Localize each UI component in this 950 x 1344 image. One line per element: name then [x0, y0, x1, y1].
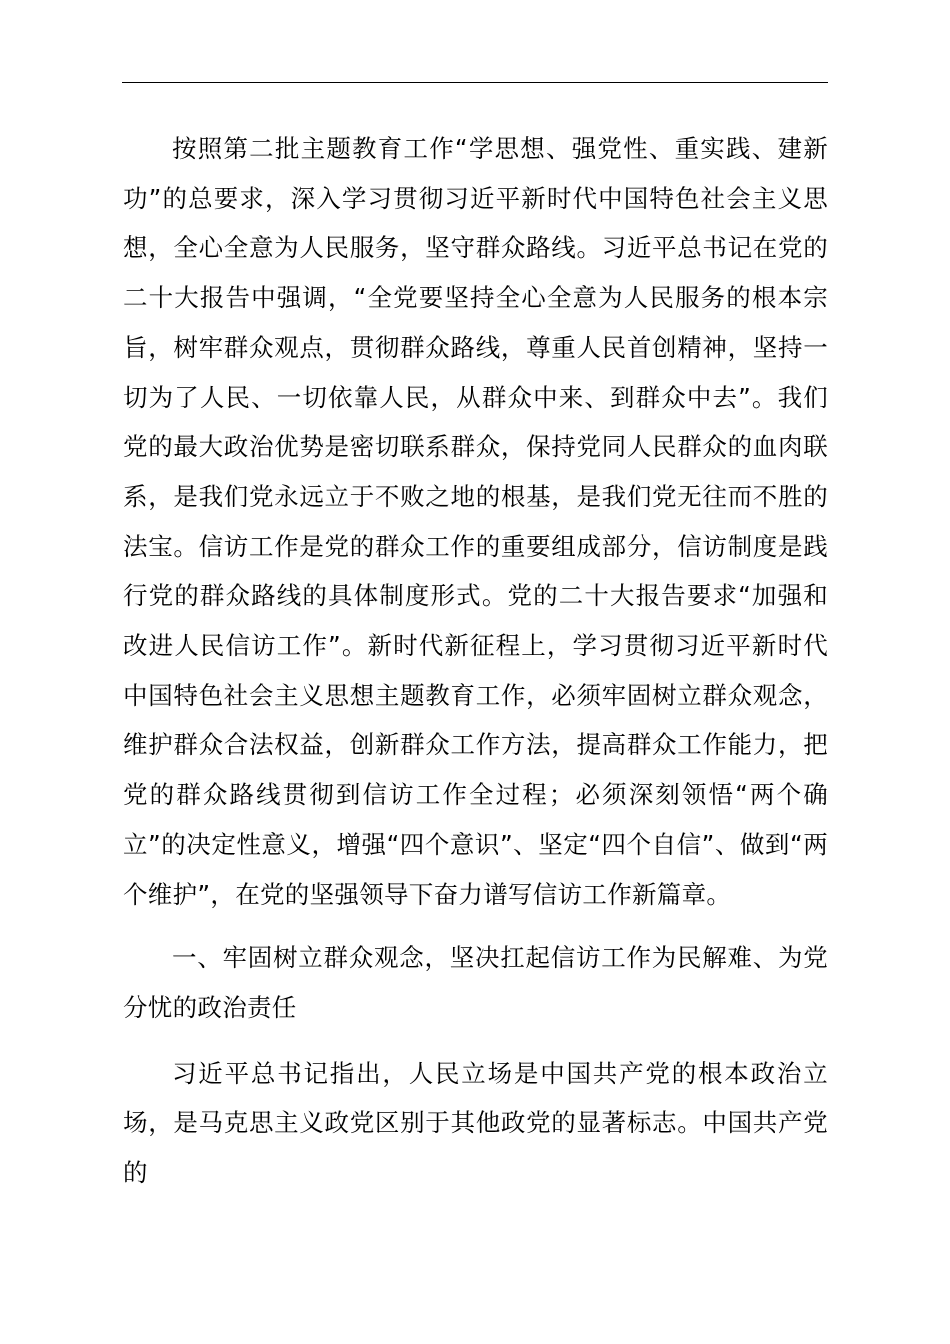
header-rule [122, 82, 828, 83]
section-heading-1: 一、牢固树立群众观念，坚决扛起信访工作为民解难、为党分忧的政治责任 [123, 943, 828, 1022]
document-body [123, 124, 828, 1198]
intro-paragraph: 按照第二批主题教育工作“学思想、强党性、重实践、建新功”的总要求，深入学习贯彻习近平新时代中国特色社会主义思想，全心全意为人民服务，坚守群众路线。习近平总书记在党的二十大报告中强调，“全党要坚持全心全意为人民服务的根本宗旨，树牢群众观点，贯彻群众路线，尊重人民首创精神，坚持一切为了人民、一切依靠人民，从群众中来、到群众中去”。我们党的最大政治优势是密切联系群众，保持党同人民群众的血肉联系，是我们党永远立于不败之地的根基，是我们党无往而不胜的法宝。信访工作是党的群众工作的重要组成部分，信访制度是践行党的群众路线的具体制度形式。党的二十大报告要求“加强和改进人民信访工作”。新时代新征程上，学习贯彻习近平新时代中国特色社会主义思想主题教育工作，必须牢固树立群众观念，维护群众合法权益，创新群众工作方法，提高群众工作能力，把党的群众路线贯彻到信访工作全过程；必须深刻领悟“两个确立”的决定性意义，增强“四个意识”、坚定“四个自信”、做到“两个维护”，在党的坚强领导下奋力谱写信访工作新篇章。 [123, 134, 828, 909]
section-1-paragraph: 习近平总书记指出，人民立场是中国共产党的根本政治立场，是马克思主义政党区别于其他政党的显著标志。中国共产党的 [123, 1058, 828, 1188]
